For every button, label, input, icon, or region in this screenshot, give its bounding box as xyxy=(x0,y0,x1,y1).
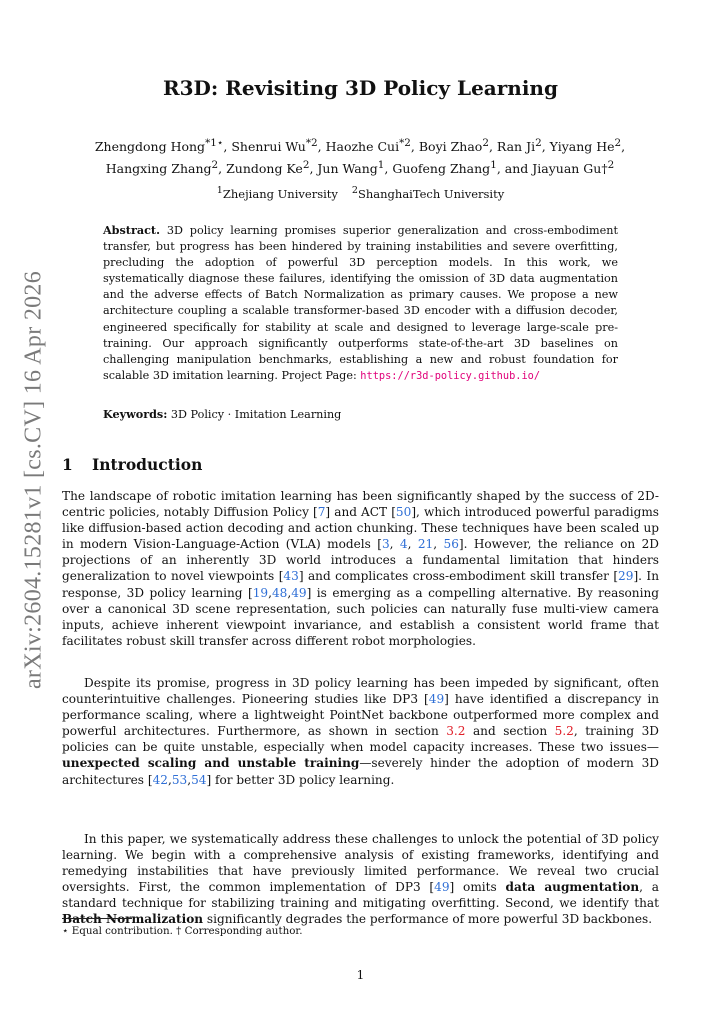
abstract-text: 3D policy learning promises superior generalization and cross-embodiment transfer, but progress has been hindered by training instabilities and severe overfitting, precluding the adoption of powerful 3D perception models. In this work, we systematically diagnose these failures, identifying the omission of 3D data augmentation and the adverse effects of Batch Normalization as primary causes. We propose a new architecture coupling a scalable transformer-based 3D encoder with a diffusion decoder, engineered specifically for stability at scale and designed to leverage large-scale pre-training. Our approach significantly outperforms state-of-the-art 3D baselines on challenging manipulation benchmarks, establishing a new and robust foundation for scalable 3D imitation learning. Project Page: xyxy=(103,224,618,382)
affiliation-2: ShanghaiTech University xyxy=(358,186,505,201)
section-number: 1 xyxy=(62,455,73,474)
affiliations xyxy=(0,185,721,201)
paper-title: R3D: Revisiting 3D Policy Learning xyxy=(163,76,558,100)
keywords-label: Keywords: xyxy=(103,407,168,421)
section-heading xyxy=(62,455,202,474)
affiliation-1-marker: 1 xyxy=(216,185,223,196)
abstract-label: Abstract. xyxy=(103,223,160,237)
page-number: 1 xyxy=(356,968,365,982)
keywords xyxy=(103,407,618,421)
abstract xyxy=(103,222,618,384)
section-title: Introduction xyxy=(92,455,203,474)
footnote-rule xyxy=(62,918,132,919)
author-list xyxy=(70,134,650,178)
project-page-link[interactable]: https://r3d-policy.github.io/ xyxy=(360,369,541,382)
body-paragraph-3: In this paper, we systematically address these challenges to unlock the potential of 3D policy learning. We begin with a comprehensive analysis of existing frameworks, identifying and remedying instabilities that have previously limited performance. We reveal two crucial oversights. First, the common implementation of DP3 [49] omits data augmentation, a standard technique for stabilizing training and mitigating overfitting. Second, we identify that Batch Normalization significantly degrades the performance of more powerful 3D backbones. xyxy=(62,832,659,927)
arxiv-identifier: arXiv:2604.15281v1 [cs.CV] 16 Apr 2026 xyxy=(20,270,47,690)
affiliation-2-marker: 2 xyxy=(351,185,358,196)
keywords-text: 3D Policy · Imitation Learning xyxy=(170,408,342,421)
footnote: ⋆ Equal contribution. † Corresponding author. xyxy=(62,925,303,937)
arxiv-sidebar xyxy=(0,0,60,1019)
author-line-2: Hangxing Zhang$^2$, Zundong Ke$^2$, Jun Wang$^1$, Guofeng Zhang$^1$, and Jiayuan Gu†$^2$ xyxy=(105,159,615,177)
body-paragraph-2: Despite its promise, progress in 3D policy learning has been impeded by significant, often counterintuitive challenges. Pioneering studies like DP3 [49] have identified a discrepancy in performance scaling, where a lightweight PointNet backbone outperformed more complex and powerful architectures. Furthermore, as shown in section 3.2 and section 5.2, training 3D policies can be quite unstable, especially when model capacity increases. These two issues—unexpected scaling and unstable training—severely hinder the adoption of modern 3D architectures [42,53,54] for better 3D policy learning. xyxy=(62,676,659,787)
author-line-1: Zhengdong Hong$^{*1⋆}$, Shenrui Wu$^{*2}$, Haozhe Cui$^{*2}$, Boyi Zhao$^2$, Ran Ji$^2$, Yiyang He$^2$, xyxy=(94,137,626,155)
body-paragraph-1: The landscape of robotic imitation learning has been significantly shaped by the success of 2D-centric policies, notably Diffusion Policy [7] and ACT [50], which introduced powerful paradigms like diffusion-based action decoding and action chunking. These techniques have been scaled up in modern Vision-Language-Action (VLA) models [3, 4, 21, 56]. However, the reliance on 2D projections of an inherently 3D world introduces a fundamental limitation that hinders generalization to novel viewpoints [43] and complicates cross-embodiment skill transfer [29]. In response, 3D policy learning [19,48,49] is emerging as a compelling alternative. By reasoning over a canonical 3D scene representation, such policies can naturally fuse multi-view camera inputs, achieve inherent viewpoint invariance, and establish a consistent world frame that facilitates robust skill transfer across different robot morphologies. xyxy=(62,489,659,648)
affiliation-1: Zhejiang University xyxy=(222,186,338,201)
